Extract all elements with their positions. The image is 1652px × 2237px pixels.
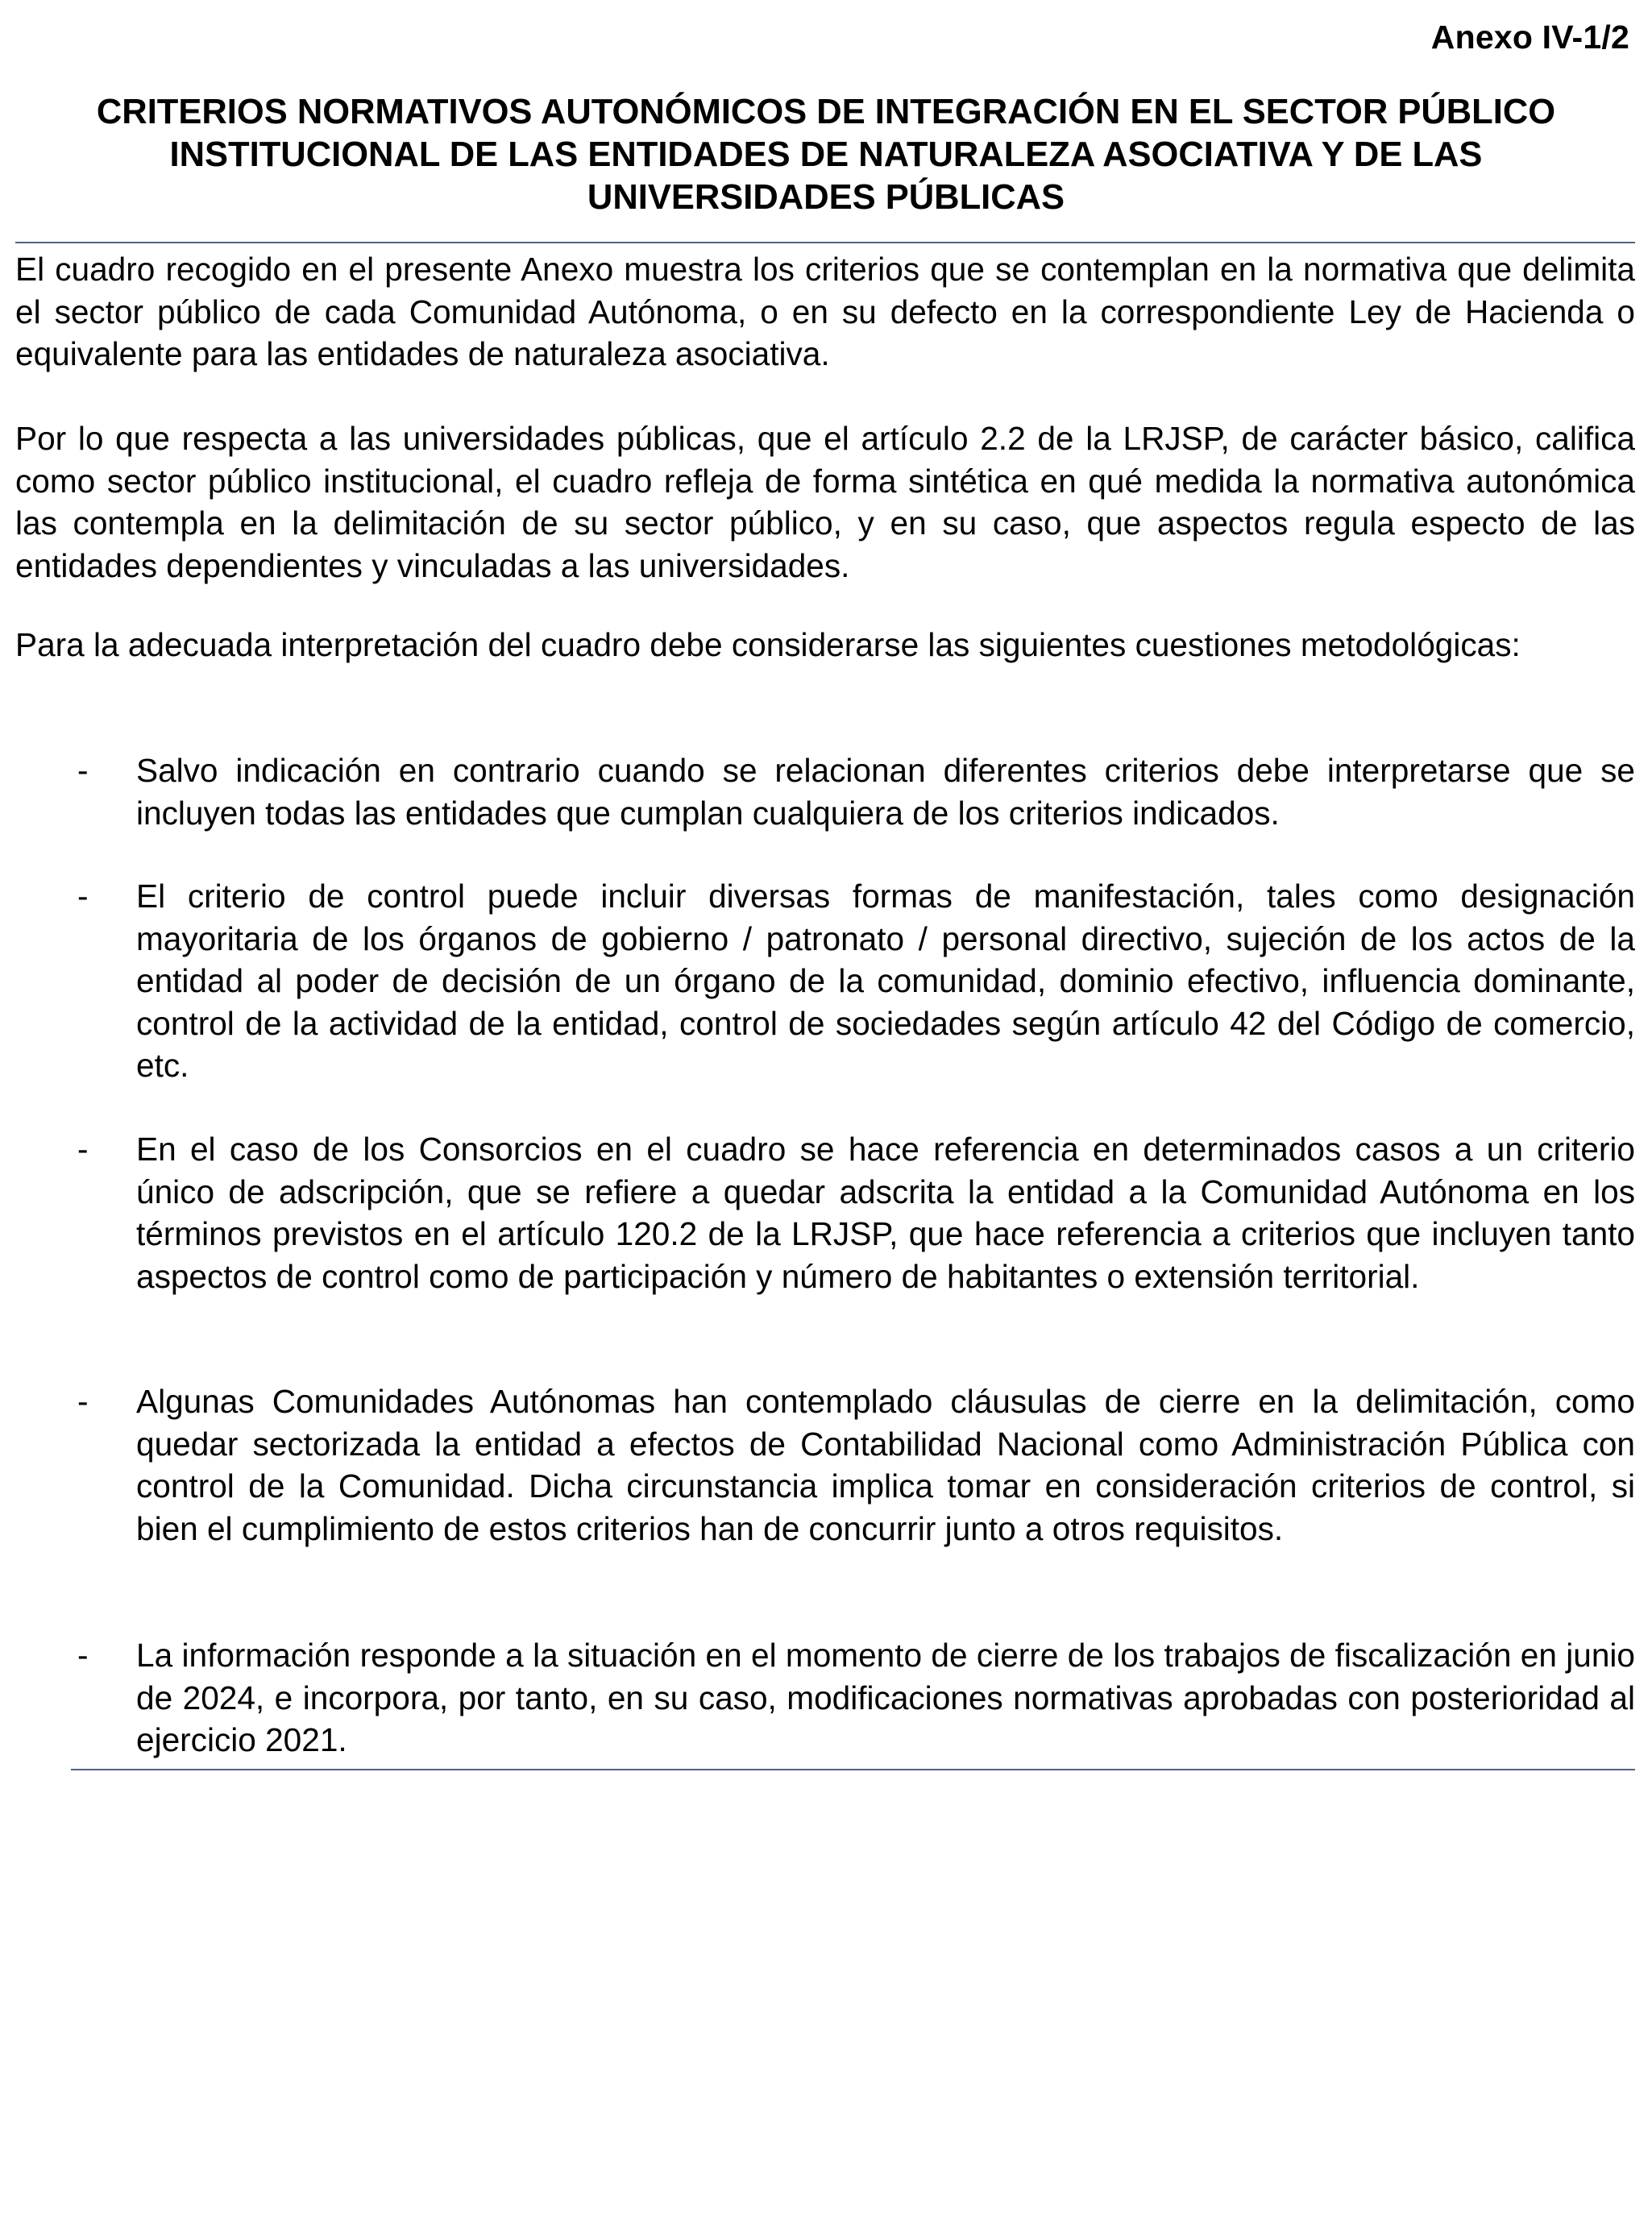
list-item-text: El criterio de control puede incluir diversas formas de manifestación, tales como designación mayoritaria de los órganos de gobierno / patronato / personal directivo, sujeción de los actos de la entidad al poder de decisión de un órgano de la comunidad, dominio efectivo, influencia dominante, control de la actividad de la entidad, control de sociedades según artículo 42 del Código de comercio, etc. bbox=[136, 878, 1635, 1084]
annex-label: Anexo IV-1/2 bbox=[1430, 19, 1629, 56]
list-item-text: Salvo indicación en contrario cuando se relacionan diferentes criterios debe interpretarse que se incluyen todas las entidades que cumplan cualquiera de los criterios indicados. bbox=[136, 752, 1635, 832]
list-item-text: Algunas Comunidades Autónomas han contemplado cláusulas de cierre en la delimitación, como quedar sectorizada la entidad a efectos de Contabilidad Nacional como Administración Pública con control de la Comunidad. Dicha circunstancia implica tomar en consideración criterios de control, si bien el cumplimiento de estos criterios han de concurrir junto a otros requisitos. bbox=[136, 1383, 1635, 1547]
list-marker: - bbox=[77, 878, 89, 915]
title-line-3: UNIVERSIDADES PÚBLICAS bbox=[587, 178, 1065, 217]
bottom-divider bbox=[71, 1769, 1635, 1770]
list-marker: - bbox=[77, 1383, 89, 1420]
top-divider bbox=[15, 242, 1635, 243]
list-marker: - bbox=[77, 1637, 89, 1674]
document-title bbox=[32, 91, 1620, 219]
paragraph-methodology: Para la adecuada interpretación del cuadro debe considerarse las siguientes cuestiones metodológicas: bbox=[15, 626, 1521, 663]
paragraph-universities: Por lo que respecta a las universidades públicas, que el artículo 2.2 de la LRJSP, de carácter básico, califica como sector público institucional, el cuadro refleja de forma sintética en qué medida la normativa autonómica las contempla en la delimitación de su sector público, y en su caso, que aspectos regula especto de las entidades dependientes y vinculadas a las universidades. bbox=[15, 420, 1635, 584]
title-line-2: INSTITUCIONAL DE LAS ENTIDADES DE NATURALEZA ASOCIATIVA Y DE LAS bbox=[169, 135, 1483, 174]
paragraph-intro: El cuadro recogido en el presente Anexo muestra los criterios que se contemplan en la normativa que delimita el sector público de cada Comunidad Autónoma, o en su defecto en la correspondiente Ley de Hacienda o equivalente para las entidades de naturaleza asociativa. bbox=[15, 251, 1635, 372]
title-line-1: CRITERIOS NORMATIVOS AUTONÓMICOS DE INTEGRACIÓN EN EL SECTOR PÚBLICO bbox=[96, 93, 1556, 131]
list-item-text: La información responde a la situación en el momento de cierre de los trabajos de fiscalización en junio de 2024, e incorpora, por tanto, en su caso, modificaciones normativas aprobadas con posterioridad al ejercicio 2021. bbox=[136, 1637, 1635, 1758]
list-marker: - bbox=[77, 1131, 89, 1168]
list-marker: - bbox=[77, 752, 89, 789]
list-item-text: En el caso de los Consorcios en el cuadro se hace referencia en determinados casos a un criterio único de adscripción, que se refiere a quedar adscrita la entidad a la Comunidad Autónoma en los términos previstos en el artículo 120.2 de la LRJSP, que hace referencia a criterios que incluyen tanto aspectos de control como de participación y número de habitantes o extensión territorial. bbox=[136, 1131, 1635, 1295]
